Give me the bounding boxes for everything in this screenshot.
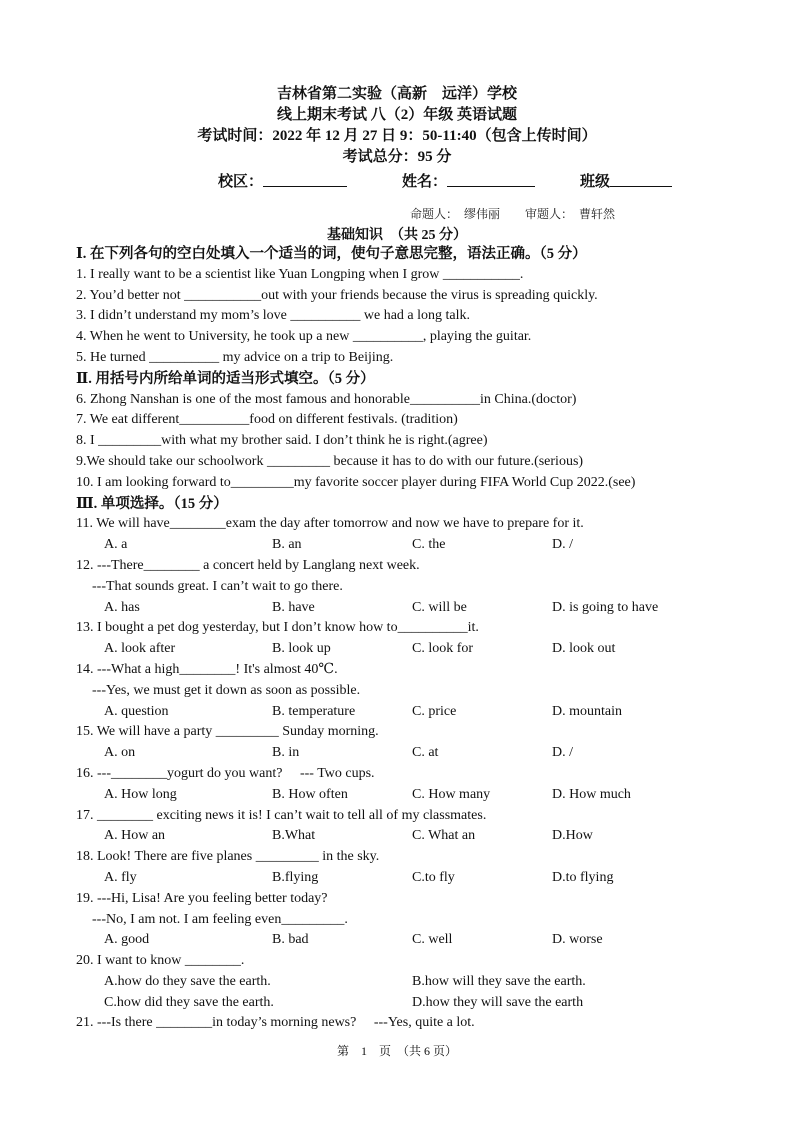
option-a[interactable]: A. How long	[104, 786, 177, 802]
question-17-options	[76, 826, 716, 847]
question-14: 14. ---What a high________! It's almost 40℃.	[76, 661, 338, 677]
question-6: 6. Zhong Nanshan is one of the most famous and honorable__________in China.(doctor)	[76, 391, 577, 407]
question-8: 8. I _________with what my brother said. I don’t think he is right.(agree)	[76, 433, 488, 449]
option-b[interactable]: B.What	[272, 828, 316, 844]
page-footer: 第 1 页 （共 6 页）	[336, 1044, 457, 1058]
campus-label: 校区：	[218, 174, 264, 190]
question-3: 3. I didn’t understand my mom’s love __________ we had a long talk.	[76, 308, 471, 324]
name-field[interactable]	[402, 170, 447, 191]
option-c[interactable]: C. the	[412, 537, 446, 553]
question-1: 1. I really want to be a scientist like Yuan Longping when I grow ___________.	[76, 266, 524, 282]
question-12: 12. ---There________ a concert held by Langlang next week.	[76, 557, 420, 573]
option-b[interactable]: B. look up	[272, 641, 331, 657]
option-c[interactable]: C. How many	[412, 786, 491, 802]
question-16-options	[76, 785, 716, 806]
question-9: 9.We should take our schoolwork _________ because it has to do with our future.(serious)	[76, 453, 584, 469]
option-b[interactable]: B. How often	[272, 786, 348, 802]
option-a[interactable]: A. good	[104, 932, 150, 948]
option-d[interactable]: D. How much	[552, 786, 631, 802]
option-d[interactable]: D. /	[552, 745, 573, 761]
option-a[interactable]: A. has	[104, 599, 140, 615]
question-20: 20. I want to know ________.	[76, 953, 245, 969]
school-title: 吉林省第二实验（高新 远洋）学校	[276, 86, 517, 102]
question-14-reply: ---Yes, we must get it down as soon as possible.	[92, 682, 361, 698]
name-blank[interactable]	[447, 170, 535, 187]
option-d[interactable]: D.How	[552, 828, 593, 844]
question-12-options	[76, 598, 716, 619]
question-18-options	[76, 868, 716, 889]
option-a[interactable]: A.how do they save the earth.	[104, 973, 271, 989]
part-3-heading: Ⅲ. 单项选择。（15 分）	[76, 495, 228, 512]
questions	[76, 244, 716, 1034]
class-field[interactable]	[580, 170, 610, 191]
question-19-reply: ---No, I am not. I am feeling even_________.	[92, 911, 348, 927]
option-b[interactable]: B. temperature	[272, 703, 356, 719]
class-label: 班级	[580, 174, 611, 190]
question-4: 4. When he went to University, he took up a new __________, playing the guitar.	[76, 329, 532, 345]
class-blank[interactable]	[610, 170, 672, 187]
question-15: 15. We will have a party _________ Sunday morning.	[76, 724, 379, 740]
question-13: 13. I bought a pet dog yesterday, but I don’t know how to__________it.	[76, 620, 479, 636]
option-b[interactable]: B. have	[272, 599, 315, 615]
question-11: 11. We will have________exam the day after tomorrow and now we have to prepare for it.	[76, 516, 584, 532]
option-d[interactable]: D.how they will save the earth	[412, 994, 584, 1010]
part-1-heading: Ⅰ. 在下列各句的空白处填入一个适当的词，使句子意思完整，语法正确。（5 分）	[76, 246, 587, 262]
campus-blank[interactable]	[263, 170, 347, 187]
question-16: 16. ---________yogurt do you want? --- Two cups.	[76, 765, 375, 781]
option-b[interactable]: B. an	[272, 537, 302, 553]
exam-title: 线上期末考试 八（2）年级 英语试题	[276, 107, 517, 123]
question-19-options	[76, 930, 716, 951]
option-d[interactable]: D. mountain	[552, 703, 622, 719]
question-14-options	[76, 702, 716, 723]
part-2-heading: Ⅱ. 用括号内所给单词的适当形式填空。（5 分）	[76, 370, 375, 387]
question-19: 19. ---Hi, Lisa! Are you feeling better today?	[76, 890, 328, 906]
student-info-row	[0, 170, 794, 192]
reviewer-label: 审题人： 曹轩然	[525, 207, 616, 221]
question-20-options-row-1	[76, 972, 716, 993]
question-12-reply: ---That sounds great. I can’t wait to go there.	[92, 578, 343, 594]
option-d[interactable]: D. worse	[552, 932, 603, 948]
exam-score: 考试总分：95 分	[342, 149, 452, 165]
question-21: 21. ---Is there ________in today’s morning news? ---Yes, quite a lot.	[76, 1015, 475, 1031]
option-b[interactable]: B.flying	[272, 869, 319, 885]
option-c[interactable]: C. well	[412, 932, 453, 948]
question-13-options	[76, 639, 716, 660]
option-a[interactable]: A. How an	[104, 828, 166, 844]
option-a[interactable]: A. a	[104, 537, 128, 553]
option-d[interactable]: D. look out	[552, 641, 616, 657]
option-c[interactable]: C. at	[412, 745, 439, 761]
option-c[interactable]: C. What an	[412, 828, 476, 844]
question-2: 2. You’d better not ___________out with your friends because the virus is spreading quickly.	[76, 287, 598, 303]
question-5: 5. He turned __________ my advice on a trip to Beijing.	[76, 349, 394, 365]
question-20-options-row-2	[76, 993, 716, 1014]
option-a[interactable]: A. fly	[104, 869, 137, 885]
option-c[interactable]: C. price	[412, 703, 457, 719]
author-label: 命题人： 缪伟丽	[410, 207, 501, 221]
section-title: 基础知识 （共 25 分）	[327, 228, 467, 243]
option-b[interactable]: B. in	[272, 745, 300, 761]
option-c[interactable]: C. look for	[412, 641, 474, 657]
option-c[interactable]: C.to fly	[412, 869, 455, 885]
question-11-options	[76, 535, 716, 556]
question-15-options	[76, 743, 716, 764]
option-a[interactable]: A. on	[104, 745, 136, 761]
question-17: 17. ________ exciting news it is! I can’t wait to tell all of my classmates.	[76, 807, 487, 823]
question-7: 7. We eat different__________food on different festivals. (tradition)	[76, 412, 458, 428]
option-b[interactable]: B. bad	[272, 932, 309, 948]
question-18: 18. Look! There are five planes _________ in the sky.	[76, 849, 380, 865]
option-c[interactable]: C.how did they save the earth.	[104, 994, 274, 1010]
option-d[interactable]: D. /	[552, 537, 573, 553]
exam-time: 考试时间：2022 年 12 月 27 日 9：50-11:40（包含上传时间）	[197, 128, 597, 144]
option-d[interactable]: D. is going to have	[552, 599, 659, 615]
option-b[interactable]: B.how will they save the earth.	[412, 973, 586, 989]
campus-field[interactable]	[218, 170, 263, 191]
option-c[interactable]: C. will be	[412, 599, 467, 615]
authors-line	[410, 205, 637, 222]
option-a[interactable]: A. question	[104, 703, 169, 719]
option-a[interactable]: A. look after	[104, 641, 176, 657]
name-label: 姓名：	[402, 174, 448, 190]
option-d[interactable]: D.to flying	[552, 869, 614, 885]
question-10: 10. I am looking forward to_________my favorite soccer player during FIFA World Cup 2022.(see)	[76, 474, 636, 490]
